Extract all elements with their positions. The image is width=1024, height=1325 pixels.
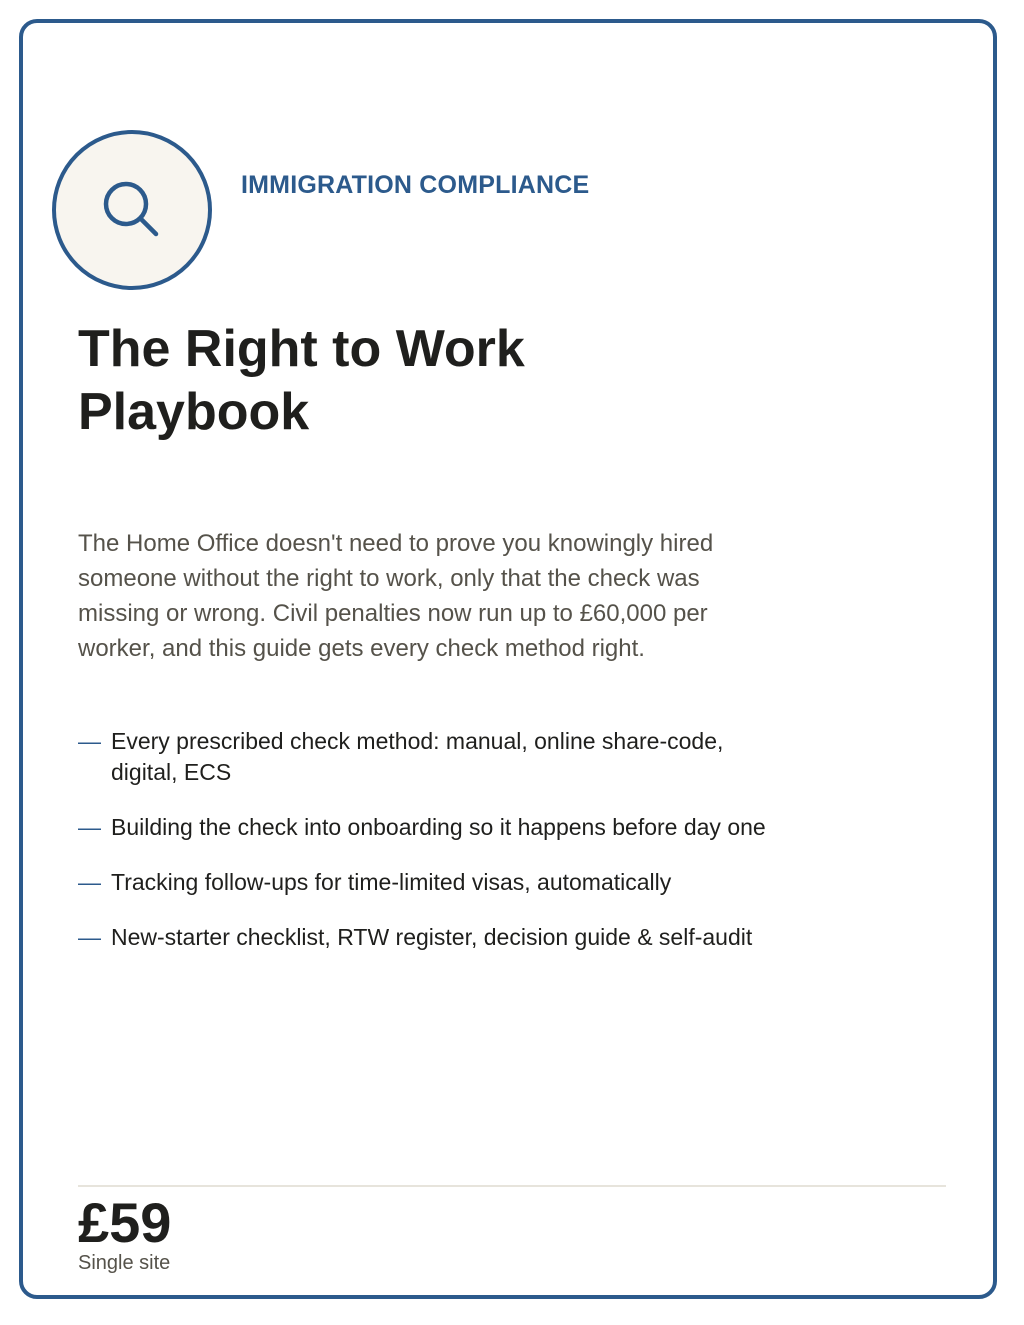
feature-text: Every prescribed check method: manual, online share-code, — [111, 728, 724, 754]
dash-bullet: — — [78, 728, 101, 754]
page-title — [78, 318, 698, 444]
search-icon — [96, 174, 168, 246]
feature-item — [78, 812, 838, 843]
feature-item — [78, 867, 838, 898]
icon-badge — [52, 130, 212, 290]
intro-paragraph — [78, 526, 798, 666]
feature-item — [78, 922, 838, 953]
feature-text: digital, ECS — [111, 759, 232, 785]
feature-text: New-starter checklist, RTW register, decision guide & self-audit — [111, 924, 753, 950]
feature-item — [78, 726, 838, 788]
intro-line: The Home Office doesn't need to prove you knowingly hired — [78, 530, 714, 557]
feature-text: Building the check into onboarding so it happens before day one — [111, 814, 766, 840]
intro-line: missing or wrong. Civil penalties now run up to £60,000 per — [78, 600, 708, 627]
intro-line: worker, and this guide gets every check method right. — [78, 635, 645, 662]
price-note: Single site — [78, 1252, 171, 1274]
title-line: The Right to Work — [78, 320, 525, 378]
feature-list — [78, 726, 838, 977]
category-label: IMMIGRATION COMPLIANCE — [241, 171, 590, 199]
dash-bullet: — — [78, 869, 101, 895]
dash-bullet: — — [78, 924, 101, 950]
feature-text: Tracking follow-ups for time-limited visas, automatically — [111, 869, 672, 895]
dash-bullet: — — [78, 814, 101, 840]
intro-line: someone without the right to work, only that the check was — [78, 565, 700, 592]
divider — [78, 1185, 946, 1187]
price: £59 — [78, 1191, 172, 1254]
title-line: Playbook — [78, 383, 310, 441]
